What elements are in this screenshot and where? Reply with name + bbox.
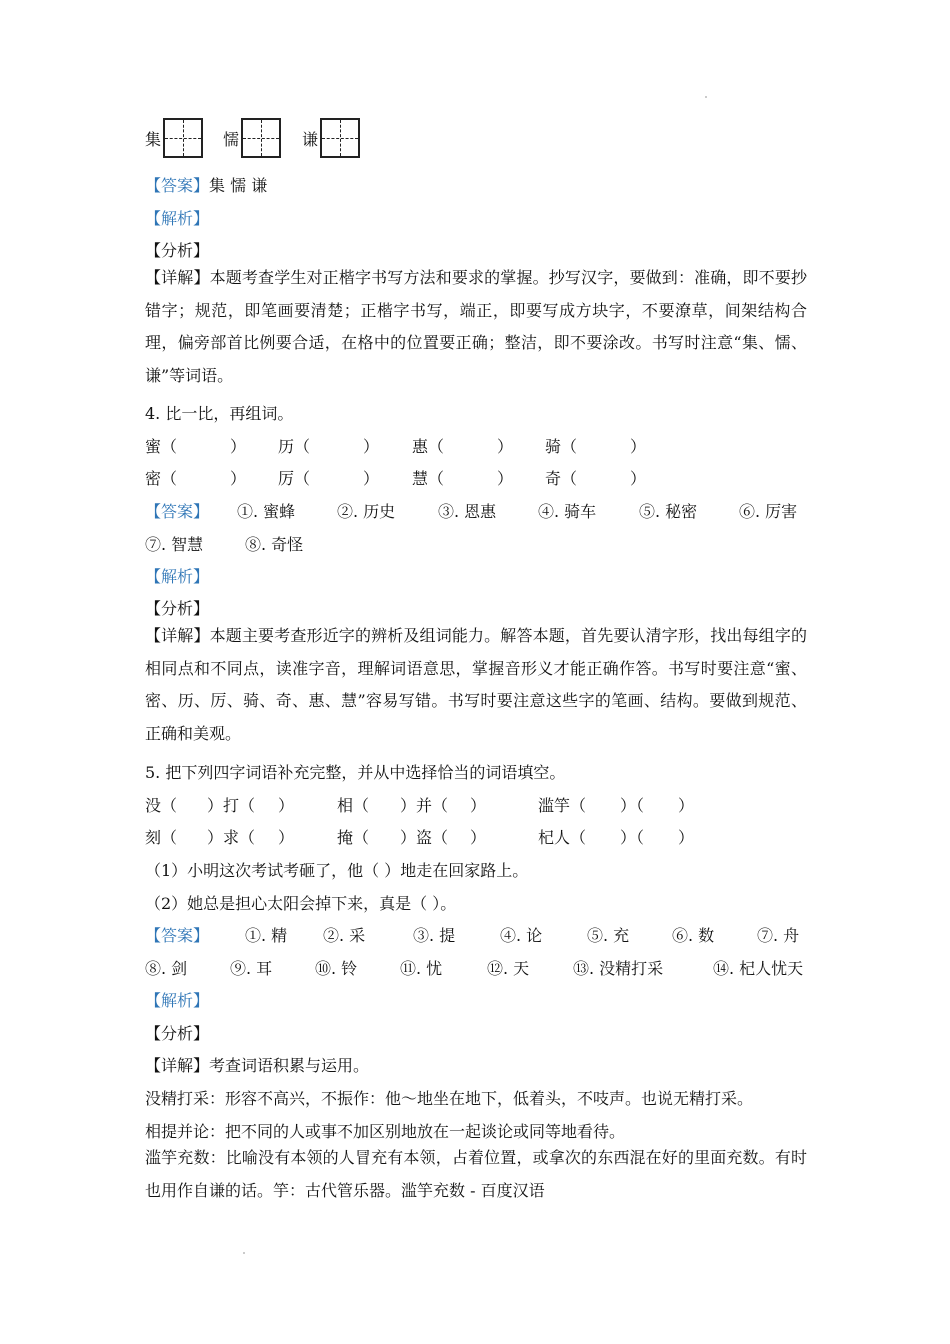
q4-title: 4. 比一比，再组词。 bbox=[145, 404, 294, 423]
q5-sentence-2: （2）她总是担心太阳会掉下来，真是（ ）。 bbox=[145, 894, 457, 913]
answer-text: 集 懦 谦 bbox=[209, 176, 268, 195]
q4-row1-item: ） bbox=[630, 437, 647, 456]
q4-row1-item: ） bbox=[497, 437, 514, 456]
xiangjie-label: 【详解】 bbox=[145, 1056, 210, 1075]
answer-item: ②. 历史 bbox=[337, 502, 396, 521]
answer-item: ⑦. 智慧 bbox=[145, 535, 204, 554]
answer-item: ③. 恩惠 bbox=[438, 502, 497, 521]
grid-char-3: 谦 bbox=[302, 130, 319, 149]
answer-item: ⑭. 杞人忧天 bbox=[713, 959, 804, 978]
answer-item: ⑬. 没精打采 bbox=[573, 959, 664, 978]
q5-title: 5. 把下列四字词语补充完整，并从中选择恰当的词语填空。 bbox=[145, 763, 566, 782]
xiangjie-label: 【详解】 bbox=[145, 268, 210, 287]
tianzige-box-1 bbox=[163, 118, 203, 158]
answer-label: 【答案】 bbox=[145, 176, 210, 195]
answer-item: ⑫. 天 bbox=[487, 959, 530, 978]
tianzige-box-3 bbox=[320, 118, 360, 158]
q5-row2-item: 杞人（ bbox=[538, 828, 587, 847]
q4-row1-item: 蜜（ bbox=[145, 437, 178, 456]
answer-item: ①. 蜜蜂 bbox=[237, 502, 296, 521]
grid-char-2: 懦 bbox=[223, 130, 240, 149]
q3-jiexi: 【解析】 bbox=[145, 209, 210, 228]
q5-row2-item: ） bbox=[278, 828, 295, 847]
answer-item: ②. 采 bbox=[323, 926, 366, 945]
writing-cell-1 bbox=[145, 118, 205, 162]
q5-row2-item: ）盗（ bbox=[400, 828, 449, 847]
q5-row1-item: 滥竽（ bbox=[538, 796, 587, 815]
q5-row-2 bbox=[145, 827, 807, 849]
q4-row2-item: 慧（ bbox=[412, 469, 445, 488]
q5-row2-item: 掩（ bbox=[337, 828, 370, 847]
q4-row2-item: ） bbox=[230, 469, 247, 488]
q3-answer bbox=[145, 175, 267, 197]
q5-sentence-1: （1）小明这次考试考砸了，他（ ）地走在回家路上。 bbox=[145, 861, 529, 880]
q4-row1-item: 历（ bbox=[278, 437, 311, 456]
answer-item: ③. 提 bbox=[413, 926, 456, 945]
q3-fenxi: 【分析】 bbox=[145, 241, 210, 260]
xiangjie-label: 【详解】 bbox=[145, 626, 210, 645]
answer-item: ⑩. 铃 bbox=[315, 959, 358, 978]
q4-answer-row-1 bbox=[145, 501, 807, 523]
q5-row2-item: ）求（ bbox=[207, 828, 256, 847]
q5-xiangjie bbox=[145, 1055, 369, 1077]
q4-row-2 bbox=[145, 468, 807, 490]
q5-answer-row-1 bbox=[145, 925, 807, 947]
q4-jiexi: 【解析】 bbox=[145, 567, 210, 586]
answer-item: ⑥. 数 bbox=[672, 926, 715, 945]
q5-row1-item: ） bbox=[678, 796, 695, 815]
answer-item: ④. 骑车 bbox=[538, 502, 597, 521]
q5-row1-item: ）打（ bbox=[207, 796, 256, 815]
definition-3: 滥竽充数：比喻没有本领的人冒充有本领，占着位置，或拿次的东西混在好的里面充数。有时也用作自谦的话。竽：古代管乐器。滥竽充数 - 百度汉语 bbox=[145, 1148, 807, 1200]
writing-cell-3 bbox=[302, 118, 362, 162]
answer-item: ⑤. 充 bbox=[587, 926, 630, 945]
q5-row2-item: ） bbox=[678, 828, 695, 847]
q4-row2-item: 厉（ bbox=[278, 469, 311, 488]
q4-row2-item: ） bbox=[497, 469, 514, 488]
q5-jiexi: 【解析】 bbox=[145, 991, 210, 1010]
grid-char-1: 集 bbox=[145, 130, 162, 149]
q4-row2-item: ） bbox=[363, 469, 380, 488]
q5-row2-item: ） bbox=[470, 828, 487, 847]
q4-row1-item: 骑（ bbox=[545, 437, 578, 456]
q4-row2-item: ） bbox=[630, 469, 647, 488]
q5-row2-item: 刻（ bbox=[145, 828, 178, 847]
q5-row2-item: ）（ bbox=[620, 828, 645, 847]
answer-item: ⑨. 耳 bbox=[230, 959, 273, 978]
q4-row1-item: ） bbox=[230, 437, 247, 456]
q4-row-1 bbox=[145, 436, 807, 458]
answer-item: ④. 论 bbox=[500, 926, 543, 945]
xiangjie-text: 本题考查学生对正楷字书写方法和要求的掌握。抄写汉字，要做到：准确，即不要抄错字；规范，即笔画要清楚；正楷字书写，端正，即要写成方块字，不要潦草，间架结构合理，偏旁部首比例要合适，在格中的位置要正确；整洁，即不要涂改。书写时注意“集、懦、谦”等词语。 bbox=[145, 268, 807, 385]
decorative-dot bbox=[705, 96, 707, 98]
q5-row1-item: ）并（ bbox=[400, 796, 449, 815]
q3-xiangjie bbox=[145, 262, 807, 392]
q4-xiangjie bbox=[145, 620, 807, 750]
answer-item: ⑧. 剑 bbox=[145, 959, 188, 978]
q5-row-1 bbox=[145, 795, 807, 817]
q4-row1-item: 惠（ bbox=[412, 437, 445, 456]
q5-row1-item: ） bbox=[278, 796, 295, 815]
answer-item: ⑦. 舟 bbox=[757, 926, 800, 945]
q4-row2-item: 奇（ bbox=[545, 469, 578, 488]
decorative-dot bbox=[243, 1252, 245, 1254]
xiangjie-text: 考查词语积累与运用。 bbox=[209, 1056, 370, 1075]
q5-row1-item: 相（ bbox=[337, 796, 370, 815]
writing-cell-2 bbox=[223, 118, 283, 162]
q4-row1-item: ） bbox=[363, 437, 380, 456]
answer-item: ⑧. 奇怪 bbox=[245, 535, 304, 554]
q5-answer-row-2 bbox=[145, 958, 807, 980]
xiangjie-text: 本题主要考查形近字的辨析及组词能力。解答本题，首先要认清字形，找出每组字的相同点和不同点，读准字音，理解词语意思，掌握音形义才能正确作答。书写时要注意“蜜、密、历、厉、骑、奇、惠、慧”容易写错。书写时要注意这些字的笔画、结构。要做到规范、正确和美观。 bbox=[145, 626, 807, 743]
answer-item: ⑥. 厉害 bbox=[739, 502, 798, 521]
answer-item: ①. 精 bbox=[245, 926, 288, 945]
definition-2: 相提并论：把不同的人或事不加区别地放在一起谈论或同等地看待。 bbox=[145, 1122, 626, 1141]
answer-label: 【答案】 bbox=[145, 926, 210, 945]
q4-row2-item: 密（ bbox=[145, 469, 178, 488]
q5-row1-item: 没（ bbox=[145, 796, 178, 815]
q5-fenxi: 【分析】 bbox=[145, 1024, 210, 1043]
q4-fenxi: 【分析】 bbox=[145, 599, 210, 618]
tianzige-box-2 bbox=[241, 118, 281, 158]
q5-row1-item: ） bbox=[470, 796, 487, 815]
q5-row1-item: ）（ bbox=[620, 796, 645, 815]
answer-item: ⑤. 秘密 bbox=[639, 502, 698, 521]
answer-item: ⑪. 忧 bbox=[400, 959, 443, 978]
q4-answer-row-2 bbox=[145, 534, 807, 556]
answer-label: 【答案】 bbox=[145, 502, 210, 521]
definition-1: 没精打采：形容不高兴，不振作：他～地坐在地下，低着头，不吱声。也说无精打采。 bbox=[145, 1089, 754, 1108]
